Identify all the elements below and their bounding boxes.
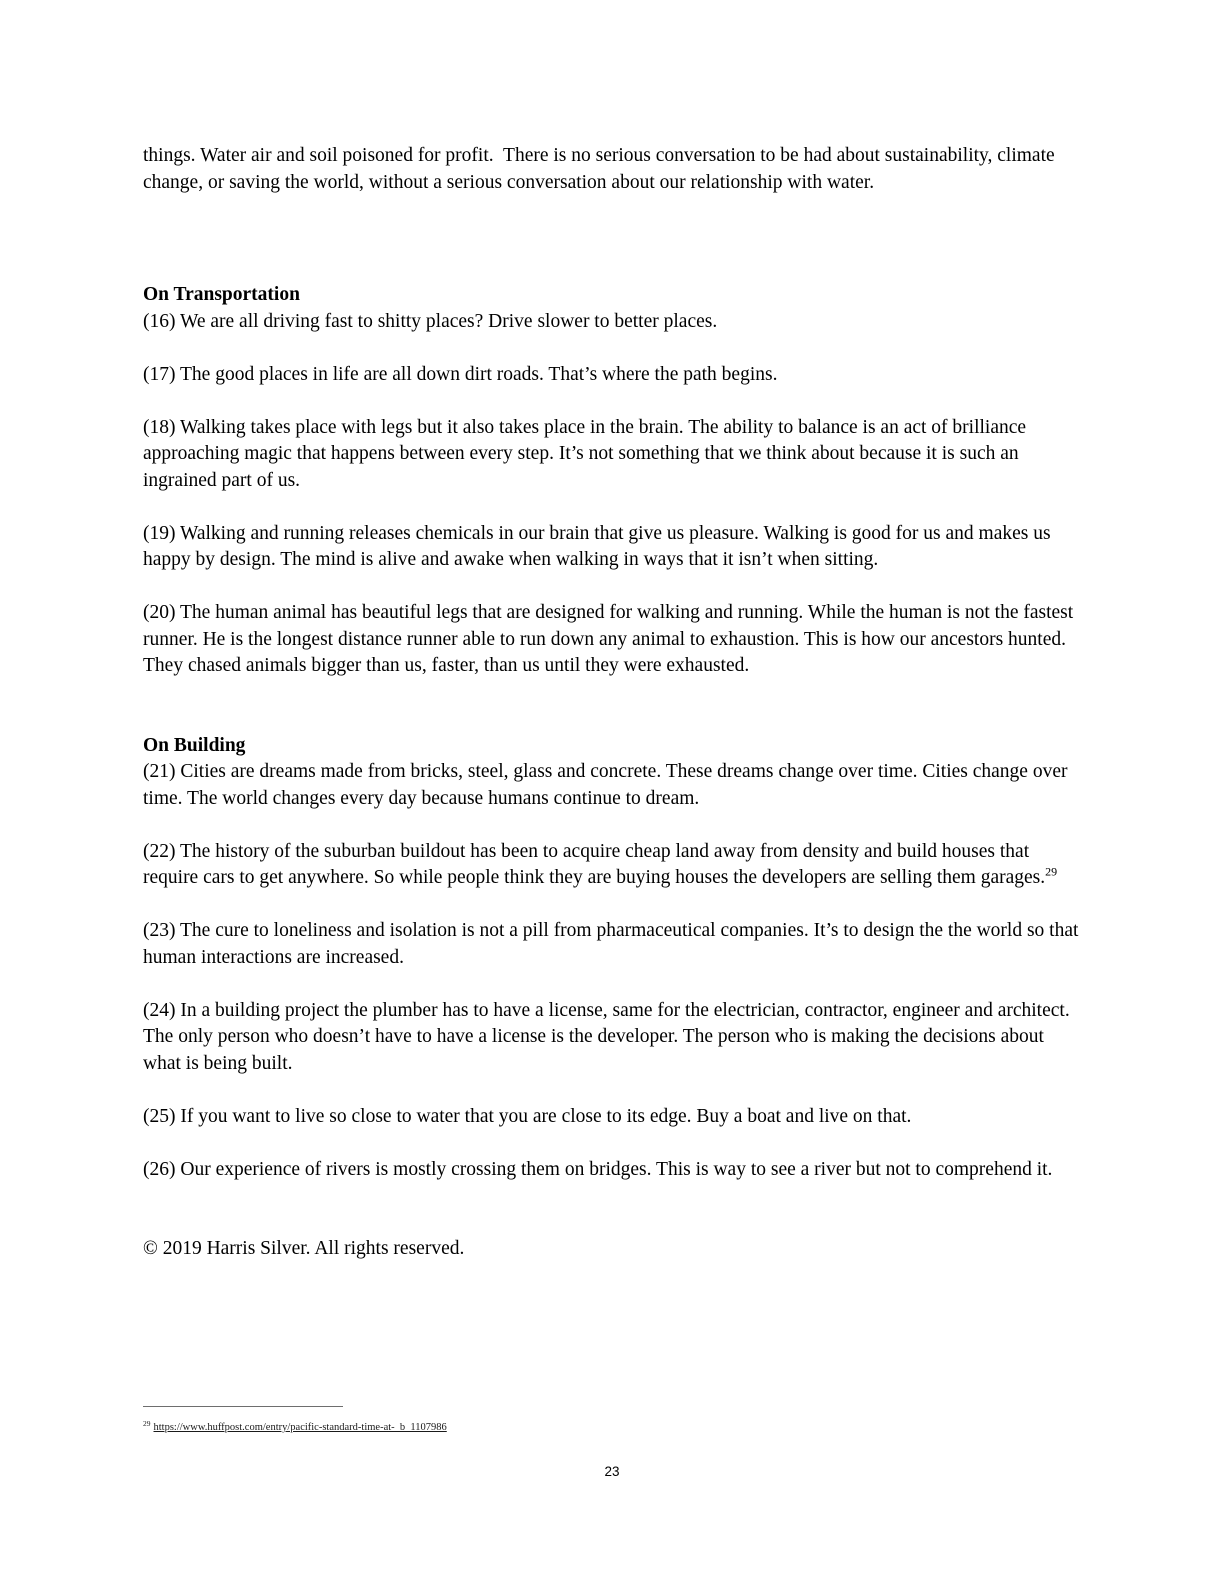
statement-20: (20) The human animal has beautiful legs that are designed for walking and running. While the human is not the fastest runner. He is the longest distance runner able to run down any animal to exhaustion. This is how our ancestors hunted. They chased animals bigger than us, faster, than us until they were exhausted. — [143, 602, 1079, 676]
statement-21: (21) Cities are dreams made from bricks, steel, glass and concrete. These dreams change over time. Cities change over time. The world changes every day because humans continue to dream. — [143, 761, 1073, 809]
footnote-line — [143, 1418, 1081, 1434]
statement-26: (26) Our experience of rivers is mostly crossing them on bridges. This is way to see a river but not to comprehend it. — [143, 1158, 1053, 1180]
footnote-separator — [143, 1406, 343, 1407]
section-heading-building: On Building — [143, 734, 246, 756]
statement-23: (23) The cure to loneliness and isolation is not a pill from pharmaceutical companies. It’s to design the the world so that human interactions are increased. — [143, 920, 1084, 968]
section-building — [143, 733, 1084, 1184]
page-number: 23 — [604, 1464, 620, 1479]
statement-22-text: (22) The history of the suburban buildout has been to acquire cheap land away from density and build houses that require cars to get anywhere. So while people think they are buying houses the developers are selling them garages. — [143, 840, 1046, 888]
section-heading-transportation: On Transportation — [143, 284, 300, 305]
statement-24: (24) In a building project the plumber has to have a license, same for the electrician, contractor, engineer and architect. The only person who doesn’t have to have a license is the developer. The person who is making the decisions about what is being built. — [143, 999, 1075, 1074]
statement-25: (25) If you want to live so close to water that you are close to its edge. Buy a boat and live on that. — [143, 1105, 912, 1127]
footnote-block — [143, 1406, 1081, 1434]
statement-19: (19) Walking and running releases chemicals in our brain that give us pleasure. Walking is good for us and makes us happy by design. The mind is alive and awake when walking in ways that it isn’t when sitting. — [143, 522, 1056, 570]
statement-18: (18) Walking takes place with legs but it also takes place in the brain. The ability to balance is an act of brilliance approaching magic that happens between every step. It’s not something that we think about because it is such an ingrained part of us. — [143, 416, 1031, 491]
page-content — [143, 143, 1084, 1263]
statement-22 — [143, 839, 1081, 892]
statement-17: (17) The good places in life are all down dirt roads. That’s where the path begins. — [143, 363, 778, 385]
footnote-link[interactable]: https://www.huffpost.com/entry/pacific-standard-time-at-_b_1107986 — [153, 1422, 447, 1433]
footnote-marker: 29 — [143, 1418, 151, 1428]
footnote-reference-29: 29 — [1045, 864, 1058, 879]
copyright-notice: © 2019 Harris Silver. All rights reserved. — [143, 1238, 465, 1259]
statement-16: (16) We are all driving fast to shitty places? Drive slower to better places. — [143, 310, 718, 332]
intro-paragraph: things. Water air and soil poisoned for profit. There is no serious conversation to be had about sustainability, climate change, or saving the world, without a serious conversation about our relationship with water. — [143, 145, 1060, 193]
section-transportation — [143, 282, 1081, 680]
